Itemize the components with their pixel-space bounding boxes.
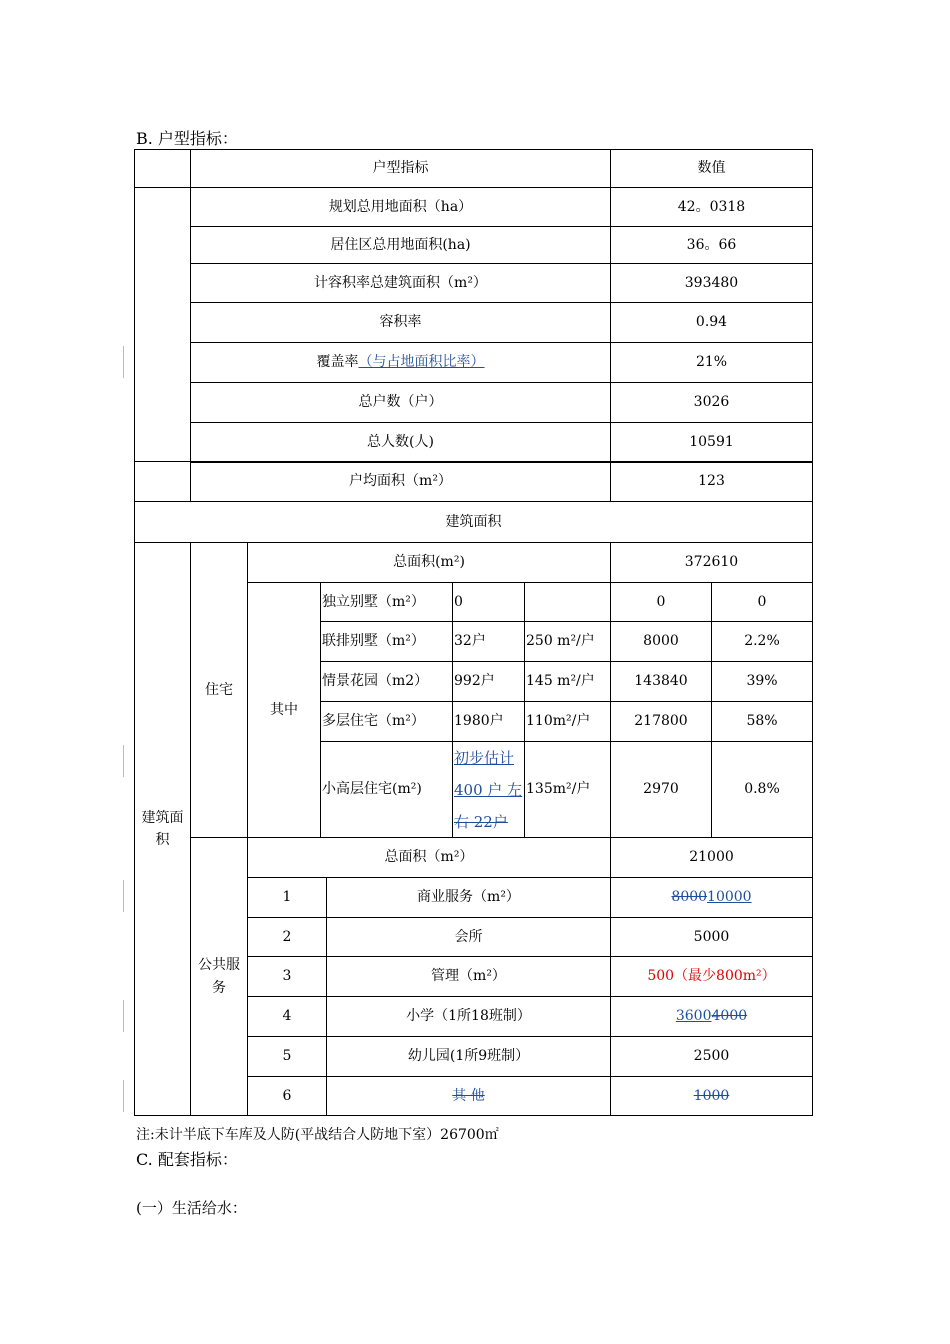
- public-item: 管理（m²）: [326, 956, 611, 997]
- residential-type: 多层住宅（m²）: [320, 701, 453, 742]
- public-row-no: 2: [247, 917, 327, 957]
- residential-type: 小高层住宅(m²): [320, 741, 453, 838]
- public-total-value: 21000: [610, 837, 813, 878]
- section-b-title: B. 户型指标：: [136, 129, 238, 148]
- public-row-no: 6: [247, 1076, 327, 1116]
- indicator-value: 0.94: [610, 302, 813, 343]
- public-value-commercial: 8000 10000: [610, 877, 813, 918]
- public-value-school: 3600 4000: [610, 996, 813, 1037]
- revision-mark: [123, 1000, 124, 1032]
- indicator-value: 10591: [610, 422, 813, 463]
- residential-pct: 39%: [711, 661, 813, 702]
- indicator-label: 容积率: [190, 302, 611, 343]
- revision-mark: [123, 745, 124, 777]
- building-area-side-label: 建筑面积: [134, 542, 191, 1116]
- indicator-value: 42。0318: [610, 187, 813, 227]
- indicator-value: 36。66: [610, 226, 813, 264]
- section-c1-title: (一）生活给水：: [136, 1199, 247, 1217]
- indicator-label-coverage: [190, 342, 611, 383]
- indicator-value: 123: [610, 461, 813, 502]
- indicator-label: 计容积率总建筑面积（m²）: [190, 263, 611, 303]
- coverage-label: 覆盖率: [316, 354, 359, 371]
- residential-pct: 2.2%: [711, 621, 813, 662]
- public-row-no: 5: [247, 1036, 327, 1077]
- header-value: 数值: [610, 149, 813, 188]
- residential-type: 独立别墅（m²）: [320, 582, 453, 622]
- residential-per: 135m²/户: [524, 741, 611, 838]
- public-row-no: 3: [247, 956, 327, 997]
- section-c-title: C. 配套指标：: [136, 1150, 238, 1169]
- header-index: 户型指标: [190, 149, 611, 188]
- residential-area: 143840: [610, 661, 712, 702]
- residential-area: 0: [610, 582, 712, 622]
- residential-label: 住宅: [190, 542, 248, 838]
- public-value: 2500: [610, 1036, 813, 1077]
- residential-sub-label: 其中: [247, 582, 321, 838]
- indicator-side-blank: [134, 461, 191, 502]
- footnote: 注:未计半底下车库及人防(平战结合人防地下室）26700㎡: [136, 1127, 499, 1143]
- building-area-title: 建筑面积: [134, 501, 813, 543]
- residential-units: 0: [452, 582, 525, 622]
- public-total-label: 总面积（m²）: [247, 837, 611, 878]
- public-value-management: 500（最少800m²）: [610, 956, 813, 997]
- header-blank: [134, 149, 191, 188]
- indicator-side-blank: [134, 187, 191, 462]
- revision-mark: [123, 1080, 124, 1112]
- residential-units: 1980户: [452, 701, 525, 742]
- indicator-label: 居住区总用地面积(ha): [190, 226, 611, 264]
- residential-type: 联排别墅（m²）: [320, 621, 453, 662]
- indicator-label: 总人数(人): [190, 422, 611, 463]
- indicator-value: 393480: [610, 263, 813, 303]
- residential-pct: 0.8%: [711, 741, 813, 838]
- residential-total-label: 总面积(m²): [247, 542, 611, 583]
- residential-type: 情景花园（m2）: [320, 661, 453, 702]
- residential-pct: 0: [711, 582, 813, 622]
- public-row-no: 1: [247, 877, 327, 918]
- residential-area: 217800: [610, 701, 712, 742]
- residential-units-estimate: 初步估计 400 户 左 右 22户: [452, 741, 525, 838]
- residential-pct: 58%: [711, 701, 813, 742]
- residential-units: 32户: [452, 621, 525, 662]
- residential-area: 2970: [610, 741, 712, 838]
- public-label: 公共服务: [190, 837, 248, 1116]
- residential-per: 250 m²/户: [524, 621, 611, 662]
- residential-total-value: 372610: [610, 542, 813, 583]
- indicator-label: 户均面积（m²）: [190, 461, 611, 502]
- indicator-value: 3026: [610, 382, 813, 423]
- indicator-label: 规划总用地面积（ha）: [190, 187, 611, 227]
- residential-per: 145 m²/户: [524, 661, 611, 702]
- public-row-no: 4: [247, 996, 327, 1037]
- residential-units: 992户: [452, 661, 525, 702]
- revision-mark: [123, 346, 124, 378]
- public-item: 小学（1所18班制）: [326, 996, 611, 1037]
- residential-per: 110m²/户: [524, 701, 611, 742]
- public-value: 5000: [610, 917, 813, 957]
- residential-area: 8000: [610, 621, 712, 662]
- public-item: 幼儿园(1所9班制）: [326, 1036, 611, 1077]
- public-item: 商业服务（m²）: [326, 877, 611, 918]
- public-item-other: 其 他: [326, 1076, 611, 1116]
- indicator-value: 21%: [610, 342, 813, 383]
- residential-per: [524, 582, 611, 622]
- public-value-other: 1000: [610, 1076, 813, 1116]
- coverage-note: （与占地面积比率）: [358, 354, 485, 371]
- public-item: 会所: [326, 917, 611, 957]
- revision-mark: [123, 880, 124, 912]
- indicator-label: 总户数（户）: [190, 382, 611, 423]
